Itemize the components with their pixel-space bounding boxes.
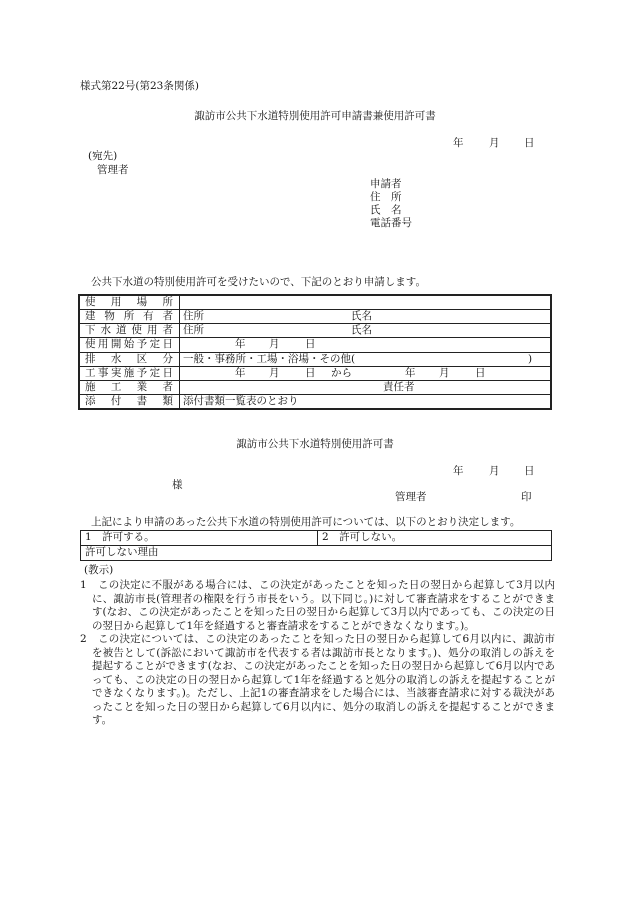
row-category bbox=[79, 352, 551, 366]
addressee-name: 管理者 bbox=[97, 164, 129, 176]
applicant-label: 申請者 bbox=[370, 178, 402, 190]
owner-name-label: 氏名 bbox=[351, 310, 372, 323]
user-address-label: 住所 bbox=[183, 324, 204, 337]
date-day: 日 bbox=[524, 137, 535, 149]
date-month: 月 bbox=[489, 137, 500, 149]
owner-field[interactable] bbox=[180, 310, 552, 324]
instruction-item bbox=[80, 579, 555, 633]
place-field[interactable] bbox=[180, 295, 552, 310]
construction-day2: 日 bbox=[475, 366, 486, 379]
construction-month1: 月 bbox=[269, 366, 280, 379]
row-construction bbox=[79, 366, 551, 380]
deny-reason[interactable]: 許可しない理由 bbox=[81, 546, 552, 561]
row-contractor bbox=[79, 380, 551, 394]
attachments-label: 添付書類 bbox=[79, 394, 180, 409]
permit-year: 年 bbox=[453, 465, 464, 477]
intro-text: 公共下水道の特別使用許可を受けたいので、下記のとおり申請します。 bbox=[91, 276, 426, 288]
applicant-phone-label: 電話番号 bbox=[370, 217, 412, 229]
user-field[interactable] bbox=[180, 324, 552, 338]
contractor-manager-label: 責任者 bbox=[383, 380, 415, 393]
owner-label: 建物所有者 bbox=[79, 310, 180, 324]
start-field[interactable] bbox=[180, 338, 552, 352]
owner-address-label: 住所 bbox=[183, 310, 204, 323]
page-title: 諏訪市公共下水道特別使用許可申請書兼使用許可書 bbox=[194, 110, 436, 122]
applicant-address-label: 住 所 bbox=[370, 191, 402, 203]
category-label: 排水区分 bbox=[79, 352, 180, 366]
construction-month2: 月 bbox=[439, 366, 450, 379]
row-attachments bbox=[79, 394, 551, 409]
instruction-text: この決定については、この決定のあったことを知った日の翌日から起算して6月以内に、諏訪市を被告として(訴訟において諏訪市を代表する者は諏訪市長となります。)、処分の取消しの訴えを提起することができます(なお、この決定があったことを知った日の翌日から起算して6月以内であっても、この決定の日の翌日から起算して1年を経過すると処分の取消しの訴えを提起することができなくなります。)。ただし、上記1の審査請求をした場合には、当該審査請求に対する裁決があったことを知った日の翌日から起算して6月以内に、処分の取消しの訴えを提起することができます。 bbox=[92, 633, 555, 726]
date-year: 年 bbox=[453, 137, 464, 149]
instruction-list bbox=[80, 579, 555, 728]
permit-manager: 管理者 bbox=[395, 491, 427, 503]
application-table bbox=[78, 294, 552, 410]
row-owner bbox=[79, 310, 551, 324]
construction-year1: 年 bbox=[235, 366, 246, 379]
instruction-num: 1 bbox=[80, 579, 87, 591]
permit-month: 月 bbox=[489, 465, 500, 477]
start-year: 年 bbox=[235, 338, 246, 351]
start-month: 月 bbox=[269, 338, 280, 351]
construction-from: から bbox=[331, 366, 352, 379]
construction-day1: 日 bbox=[305, 366, 316, 379]
option-approve[interactable]: 1 許可する。 bbox=[81, 531, 318, 546]
construction-label: 工事実施予定日 bbox=[79, 366, 180, 380]
permit-day: 日 bbox=[524, 465, 535, 477]
permit-sama: 様 bbox=[172, 479, 183, 491]
addressee-label: (宛先) bbox=[88, 150, 118, 162]
decision-text: 上記により申請のあった公共下水道の特別使用許可については、以下のとおり決定します。 bbox=[91, 516, 521, 528]
attachments-value: 添付書類一覧表のとおり bbox=[183, 394, 299, 407]
instruction-num: 2 bbox=[80, 633, 87, 645]
decision-table bbox=[80, 530, 552, 561]
instruction-text: この決定に不服がある場合には、この決定があったことを知った日の翌日から起算して3月以内に、諏訪市長(管理者の権限を行う市長をいう。以下同じ。)に対して審査請求をすることができます(なお、この決定があったことを知った日の翌日から起算して3月以内であっても、この決定の日の翌日から起算して1年を経過すると審査請求をすることができなくなります。)。 bbox=[92, 579, 555, 632]
applicant-name-label: 氏 名 bbox=[370, 204, 402, 216]
instruction-item bbox=[80, 633, 555, 728]
permit-title: 諏訪市公共下水道特別使用許可書 bbox=[236, 438, 394, 450]
contractor-field[interactable] bbox=[180, 380, 552, 394]
place-label: 使用場所 bbox=[79, 295, 180, 310]
row-start bbox=[79, 338, 551, 352]
contractor-label: 施工業者 bbox=[79, 380, 180, 394]
attachments-field bbox=[180, 394, 552, 409]
construction-field[interactable] bbox=[180, 366, 552, 380]
option-deny[interactable]: 2 許可しない。 bbox=[318, 531, 552, 546]
user-name-label: 氏名 bbox=[351, 324, 372, 337]
row-user bbox=[79, 324, 551, 338]
permit-seal: 印 bbox=[521, 491, 532, 503]
start-day: 日 bbox=[305, 338, 316, 351]
instruction-heading: (教示) bbox=[84, 564, 114, 576]
category-close: ) bbox=[528, 352, 533, 365]
construction-year2: 年 bbox=[405, 366, 416, 379]
start-label: 使用開始予定日 bbox=[79, 338, 180, 352]
category-value: 一般・事務所・工場・浴場・その他( bbox=[183, 352, 356, 365]
user-label: 下水道使用者 bbox=[79, 324, 180, 338]
row-place bbox=[79, 295, 551, 310]
category-field[interactable] bbox=[180, 352, 552, 366]
form-number: 様式第22号(第23条関係) bbox=[80, 80, 199, 92]
